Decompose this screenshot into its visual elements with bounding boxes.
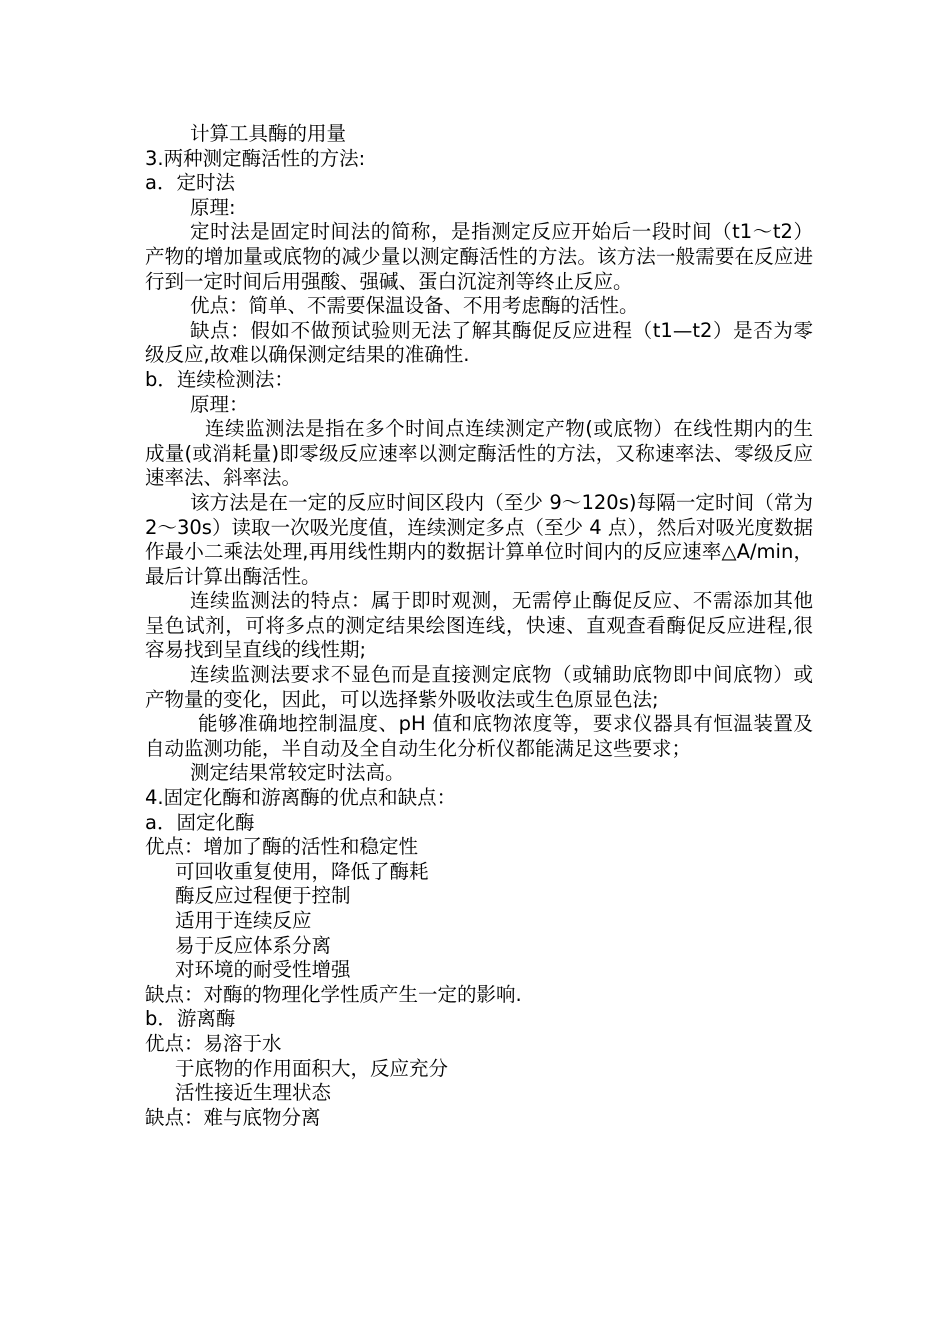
paragraph-continuous-instrument: 能够准确地控制温度、pH 值和底物浓度等，要求仪器具有恒温装置及自动监测功能，半自动及全自动生化分析仪都能满足这些要求； xyxy=(145,712,813,760)
immobilized-advantage-6: 对环境的耐受性增强 xyxy=(175,958,351,982)
immobilized-advantage-3: 酶反应过程便于控制 xyxy=(175,884,351,908)
document-body xyxy=(145,122,813,1130)
free-advantage-1: 优点：易溶于水 xyxy=(145,1031,282,1055)
subheading-fixed-time-method: a．定时法 xyxy=(145,171,235,195)
immobilized-advantage-1: 优点：增加了酶的活性和稳定性 xyxy=(145,835,419,859)
immobilized-disadvantage: 缺点：对酶的物理化学性质产生一定的影响. xyxy=(145,982,522,1006)
paragraph-continuous-features: 连续监测法的特点：属于即时观测，无需停止酶促反应、不需添加其他呈色试剂，可将多点的测定结果绘图连线，快速、直观查看酶促反应进程,很容易找到呈直线的线性期; xyxy=(145,589,813,662)
free-advantage-2: 于底物的作用面积大，反应充分 xyxy=(175,1056,449,1080)
immobilized-advantage-5: 易于反应体系分离 xyxy=(175,933,332,957)
immobilized-advantage-4: 适用于连续反应 xyxy=(175,909,312,932)
immobilized-advantage-2: 可回收重复使用，降低了酶耗 xyxy=(175,859,429,883)
paragraph-continuous-result: 测定结果常较定时法高。 xyxy=(190,761,405,785)
subheading-immobilized-enzyme: a．固定化酶 xyxy=(145,810,255,834)
label-principle-a: 原理: xyxy=(190,195,236,219)
subheading-continuous-method: b．连续检测法： xyxy=(145,367,294,391)
free-advantage-3: 活性接近生理状态 xyxy=(175,1081,332,1105)
paragraph-fixed-time-advantages: 优点：简单、不需要保温设备、不用考虑酶的活性。 xyxy=(190,294,639,318)
paragraph-continuous-requirements: 连续监测法要求不显色而是直接测定底物（或辅助底物即中间底物）或产物量的变化，因此，可以选择紫外吸收法或生色原显色法; xyxy=(145,663,813,711)
heading-section-3: 3.两种测定酶活性的方法: xyxy=(145,146,366,170)
paragraph-continuous-definition: 连续监测法是指在多个时间点连续测定产物(或底物）在线性期内的生成量(或消耗量)即零级反应速率以测定酶活性的方法，又称速率法、零级反应速率法、斜率法。 xyxy=(145,417,813,490)
subheading-free-enzyme: b．游离酶 xyxy=(145,1007,236,1031)
paragraph-continuous-procedure: 该方法是在一定的反应时间区段内（至少 9～120s)每隔一定时间（常为 2～30s）读取一次吸光度值，连续测定多点（至少 4 点），然后对吸光度数据作最小二乘法处理,再用线性期内的数据计算单位时间内的反应速率△A/min，最后计算出酶活性。 xyxy=(145,490,813,588)
paragraph-fixed-time-principle: 定时法是固定时间法的简称，是指测定反应开始后一段时间（t1～t2）产物的增加量或底物的减少量以测定酶活性的方法。该方法一般需要在反应进行到一定时间后用强酸、强碱、蛋白沉淀剂等终止反应。 xyxy=(145,220,813,293)
paragraph-fixed-time-disadvantages: 缺点：假如不做预试验则无法了解其酶促反应进程（t1—t2）是否为零级反应,故难以确保测定结果的准确性. xyxy=(145,318,813,367)
paragraph-calc-tool-enzyme: 计算工具酶的用量 xyxy=(190,122,347,145)
free-disadvantage: 缺点：难与底物分离 xyxy=(145,1105,321,1129)
heading-section-4: 4.固定化酶和游离酶的优点和缺点： xyxy=(145,786,457,810)
label-principle-b: 原理： xyxy=(190,392,249,416)
